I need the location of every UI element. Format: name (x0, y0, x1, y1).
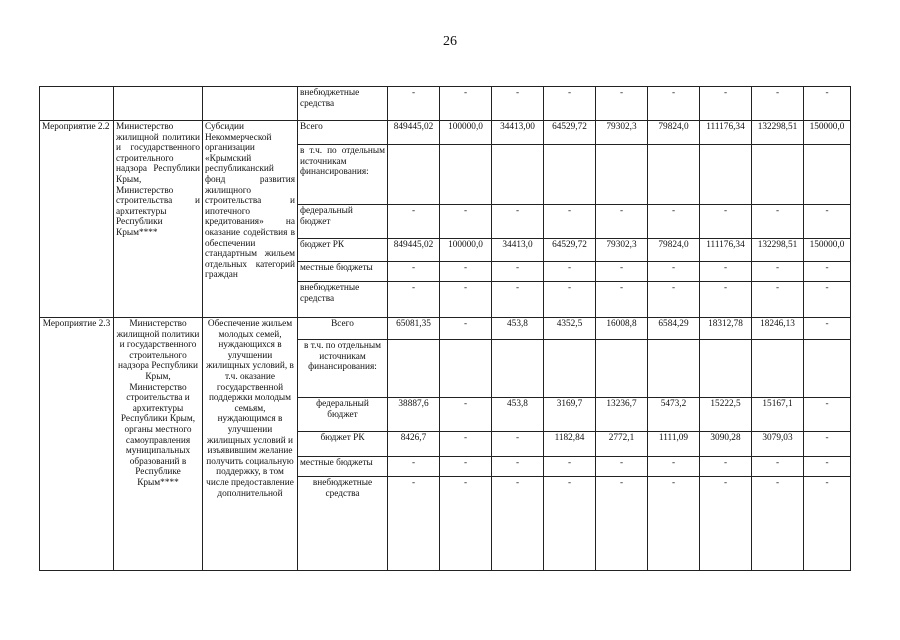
value-cell (492, 145, 544, 205)
value-cell: - (804, 262, 851, 282)
table-row (40, 121, 851, 145)
value-cell: - (700, 87, 752, 121)
value-cell (700, 145, 752, 205)
value-cell: - (388, 87, 440, 121)
value-cell: - (596, 477, 648, 571)
value-cell: - (700, 282, 752, 318)
value-cell: - (700, 205, 752, 239)
value-cell: - (388, 457, 440, 477)
executor-text: Министерство жилищной политики и государственного строительного надзора Республики Крым, Министерство строительства и архитектуры Республики Крым**** (114, 121, 203, 318)
value-cell: - (544, 477, 596, 571)
value-cell (388, 340, 440, 398)
value-cell: - (596, 457, 648, 477)
name-cell (40, 87, 114, 121)
value-cell: 3079,03 (752, 432, 804, 457)
source-cell: Всего (298, 121, 388, 145)
value-cell: - (804, 398, 851, 432)
value-cell: - (752, 457, 804, 477)
value-cell (596, 145, 648, 205)
value-cell: 3169,7 (544, 398, 596, 432)
source-cell: местные бюджеты (298, 457, 388, 477)
value-cell: 64529,72 (544, 121, 596, 145)
value-cell: - (388, 477, 440, 571)
source-cell: внебюджетные средства (298, 477, 388, 571)
value-cell: - (544, 87, 596, 121)
source-cell: федеральный бюджет (298, 398, 388, 432)
value-cell: 3090,28 (700, 432, 752, 457)
value-cell: 15222,5 (700, 398, 752, 432)
value-cell: - (752, 282, 804, 318)
value-cell: - (596, 205, 648, 239)
value-cell: - (440, 318, 492, 340)
value-cell (648, 145, 700, 205)
source-cell: в т.ч. по отдельным источникам финансирования: (298, 145, 388, 205)
value-cell: - (440, 432, 492, 457)
value-cell: 79302,3 (596, 121, 648, 145)
value-cell: - (804, 282, 851, 318)
value-cell: - (440, 282, 492, 318)
value-cell: - (492, 457, 544, 477)
value-cell: - (700, 457, 752, 477)
value-cell: - (752, 477, 804, 571)
value-cell: 453,8 (492, 318, 544, 340)
value-cell: 18246,13 (752, 318, 804, 340)
value-cell (804, 340, 851, 398)
value-cell: 16008,8 (596, 318, 648, 340)
value-cell: - (804, 432, 851, 457)
value-cell: 132298,51 (752, 239, 804, 262)
value-cell: 38887,6 (388, 398, 440, 432)
value-cell: - (492, 477, 544, 571)
value-cell: - (804, 318, 851, 340)
value-cell: - (700, 262, 752, 282)
executor-cell (114, 87, 203, 121)
value-cell: - (648, 457, 700, 477)
description-cell (203, 87, 298, 121)
value-cell: 150000,0 (804, 121, 851, 145)
value-cell: - (596, 87, 648, 121)
page-number: 26 (443, 34, 457, 49)
value-cell: 111176,34 (700, 239, 752, 262)
value-cell: - (492, 87, 544, 121)
value-cell: 849445,02 (388, 239, 440, 262)
value-cell: 111176,34 (700, 121, 752, 145)
value-cell (544, 340, 596, 398)
value-cell: - (492, 205, 544, 239)
value-cell (700, 340, 752, 398)
value-cell: - (388, 262, 440, 282)
value-cell: 849445,02 (388, 121, 440, 145)
value-cell (752, 340, 804, 398)
value-cell: 79302,3 (596, 239, 648, 262)
value-cell: 150000,0 (804, 239, 851, 262)
value-cell: - (440, 398, 492, 432)
table-row (40, 318, 851, 340)
source-cell: Всего (298, 318, 388, 340)
value-cell: 34413,00 (492, 121, 544, 145)
source-cell: в т.ч. по отдельным источникам финансирования: (298, 340, 388, 398)
value-cell: - (752, 205, 804, 239)
source-cell: федеральный бюджет (298, 205, 388, 239)
value-cell: 453,8 (492, 398, 544, 432)
value-cell: - (752, 87, 804, 121)
value-cell: 65081,35 (388, 318, 440, 340)
value-cell: - (804, 477, 851, 571)
value-cell: - (752, 262, 804, 282)
value-cell: - (648, 282, 700, 318)
value-cell: - (492, 262, 544, 282)
value-cell: - (596, 262, 648, 282)
value-cell: 13236,7 (596, 398, 648, 432)
value-cell: - (596, 282, 648, 318)
value-cell: - (544, 262, 596, 282)
value-cell: - (440, 457, 492, 477)
value-cell: 15167,1 (752, 398, 804, 432)
value-cell: 4352,5 (544, 318, 596, 340)
table-row (40, 87, 851, 121)
source-cell: бюджет РК (298, 239, 388, 262)
value-cell: - (544, 282, 596, 318)
value-cell: 34413,0 (492, 239, 544, 262)
value-cell: 18312,78 (700, 318, 752, 340)
value-cell: - (440, 87, 492, 121)
description-text: Субсидии Некоммерческой организации «Крымский республиканский фонд развития жилищного строительства и ипотечного кредитования» на оказание содействия в обеспечении стандартным жильем отдельных категорий граждан (203, 121, 298, 318)
value-cell: - (648, 262, 700, 282)
value-cell: - (440, 477, 492, 571)
value-cell (752, 145, 804, 205)
value-cell: - (388, 205, 440, 239)
value-cell: - (648, 205, 700, 239)
value-cell: 1111,09 (648, 432, 700, 457)
source-cell: местные бюджеты (298, 262, 388, 282)
measure-name: Мероприятие 2.2 (40, 121, 114, 318)
value-cell: - (544, 457, 596, 477)
value-cell: - (440, 205, 492, 239)
value-cell: - (388, 282, 440, 318)
value-cell: 1182,84 (544, 432, 596, 457)
value-cell (388, 145, 440, 205)
value-cell: - (648, 477, 700, 571)
value-cell: - (804, 87, 851, 121)
measure-name: Мероприятие 2.3 (40, 318, 114, 571)
value-cell: - (492, 282, 544, 318)
value-cell: - (440, 262, 492, 282)
value-cell (648, 340, 700, 398)
value-cell: 79824,0 (648, 121, 700, 145)
description-text: Обеспечение жильем молодых семей, нуждающихся в улучшении жилищных условий, в т.ч. оказание государственной поддержки молодым семьям, нуждающимся в улучшении жилищных условий и изъявившим желание получить социальную поддержку, в том числе предоставление дополнительной (203, 318, 298, 571)
value-cell: - (804, 457, 851, 477)
value-cell: 8426,7 (388, 432, 440, 457)
value-cell: 2772,1 (596, 432, 648, 457)
source-cell: внебюджетные средства (298, 282, 388, 318)
value-cell (544, 145, 596, 205)
value-cell (596, 340, 648, 398)
value-cell: 6584,29 (648, 318, 700, 340)
value-cell (440, 340, 492, 398)
source-cell: бюджет РК (298, 432, 388, 457)
value-cell: 100000,0 (440, 239, 492, 262)
source-cell: внебюджетные средства (298, 87, 388, 121)
value-cell: 132298,51 (752, 121, 804, 145)
value-cell: - (804, 205, 851, 239)
value-cell: 79824,0 (648, 239, 700, 262)
value-cell (492, 340, 544, 398)
value-cell: 100000,0 (440, 121, 492, 145)
value-cell: - (544, 205, 596, 239)
executor-text: Министерство жилищной политики и государственного строительного надзора Республики Крым, Министерство строительства и архитектуры Республики Крым, органы местного самоуправления муниципальных образований в Республике Крым**** (114, 318, 203, 571)
value-cell: - (700, 477, 752, 571)
funding-table (39, 86, 851, 571)
value-cell (804, 145, 851, 205)
value-cell: - (648, 87, 700, 121)
value-cell (440, 145, 492, 205)
value-cell: 5473,2 (648, 398, 700, 432)
value-cell: - (492, 432, 544, 457)
value-cell: 64529,72 (544, 239, 596, 262)
